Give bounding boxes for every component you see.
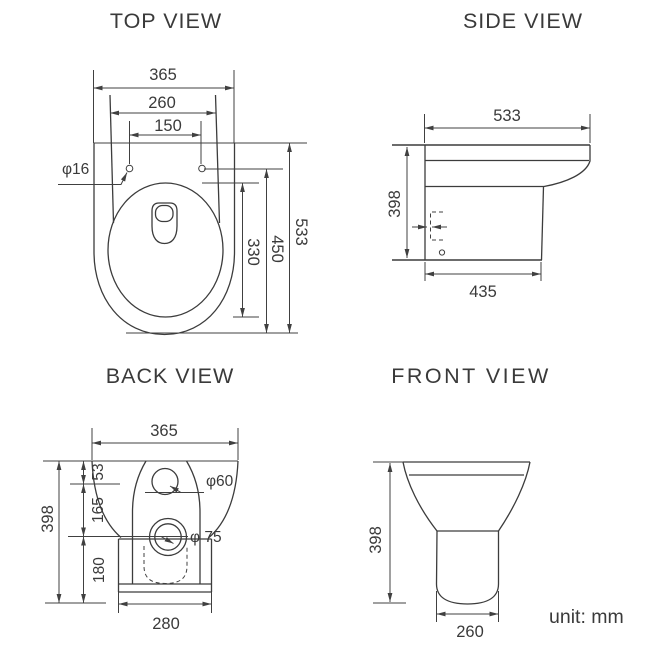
top-seat-hole-left xyxy=(126,165,133,172)
back-dim-overall-width xyxy=(92,422,238,460)
top-dim-260: 260 xyxy=(148,94,176,112)
front-dim-height xyxy=(367,462,406,603)
side-dim-overall-depth xyxy=(425,107,591,143)
top-dim-hole-spacing xyxy=(130,117,202,164)
top-view-body xyxy=(94,95,308,335)
top-flush-outlet-inner xyxy=(156,206,174,222)
back-dim-398: 398 xyxy=(39,505,57,533)
side-dim-435: 435 xyxy=(469,283,497,301)
front-view-body xyxy=(403,462,530,604)
back-inlet-hole xyxy=(152,469,178,495)
side-view xyxy=(386,9,590,301)
back-dim-53: 53 xyxy=(90,463,107,481)
top-dim-533: 533 xyxy=(292,218,310,246)
front-right-outline xyxy=(499,462,531,531)
back-view xyxy=(39,364,238,633)
side-dim-height xyxy=(386,147,407,258)
top-dim-150: 150 xyxy=(154,117,182,135)
front-dim-base-width xyxy=(437,591,499,641)
back-dim-height xyxy=(39,461,59,603)
top-tank-right-edge xyxy=(216,95,220,223)
top-tank-left-edge xyxy=(110,95,114,223)
top-dim-hole-diameter xyxy=(58,161,127,185)
front-left-outline xyxy=(403,462,437,531)
back-dim-180: 180 xyxy=(91,557,108,583)
front-dim-398: 398 xyxy=(367,526,385,554)
top-view xyxy=(58,9,310,335)
back-trapway-hidden-outline xyxy=(144,546,187,584)
side-dim-398: 398 xyxy=(386,190,404,218)
top-dim-365: 365 xyxy=(149,66,177,84)
side-dim-533: 533 xyxy=(493,107,521,125)
back-dim-inlet-diameter xyxy=(145,473,234,493)
side-fixing-hole xyxy=(439,250,444,255)
back-dim-280: 280 xyxy=(152,615,180,633)
side-fixing-slot-hidden xyxy=(431,212,444,240)
front-dim-260: 260 xyxy=(456,623,484,641)
top-dim-phi16: φ16 xyxy=(62,161,90,178)
top-dim-330: 330 xyxy=(244,238,262,266)
back-dim-outlet-diameter xyxy=(161,529,222,546)
back-dim-phi75: φ 75 xyxy=(190,529,222,546)
leader-arrow xyxy=(161,537,174,544)
side-view-body xyxy=(392,145,590,260)
top-dim-tank-width xyxy=(110,94,216,113)
side-pedestal-front-edge xyxy=(542,187,544,261)
leader-arrow xyxy=(170,486,181,493)
back-segment-dimensions xyxy=(45,461,188,603)
side-view-title: SIDE VIEW xyxy=(462,9,584,33)
top-view-title: TOP VIEW xyxy=(109,9,223,33)
back-dim-phi60: φ60 xyxy=(206,473,234,490)
front-pedestal-outline xyxy=(437,531,499,604)
side-front-rim-curve xyxy=(544,145,590,187)
front-view-title: FRONT VIEW xyxy=(391,364,551,388)
unit-note: unit: mm xyxy=(549,606,624,628)
back-dim-base-width xyxy=(119,592,212,633)
side-dim-base-depth xyxy=(425,262,541,301)
top-dim-450: 450 xyxy=(268,235,286,263)
top-bowl-outline xyxy=(94,143,235,335)
back-dim-165: 165 xyxy=(90,497,107,523)
back-view-title: BACK VIEW xyxy=(105,364,235,388)
back-dim-365: 365 xyxy=(150,422,178,440)
front-view xyxy=(367,364,551,641)
back-inner-right-outline xyxy=(187,461,201,584)
back-inner-left-outline xyxy=(133,461,147,584)
